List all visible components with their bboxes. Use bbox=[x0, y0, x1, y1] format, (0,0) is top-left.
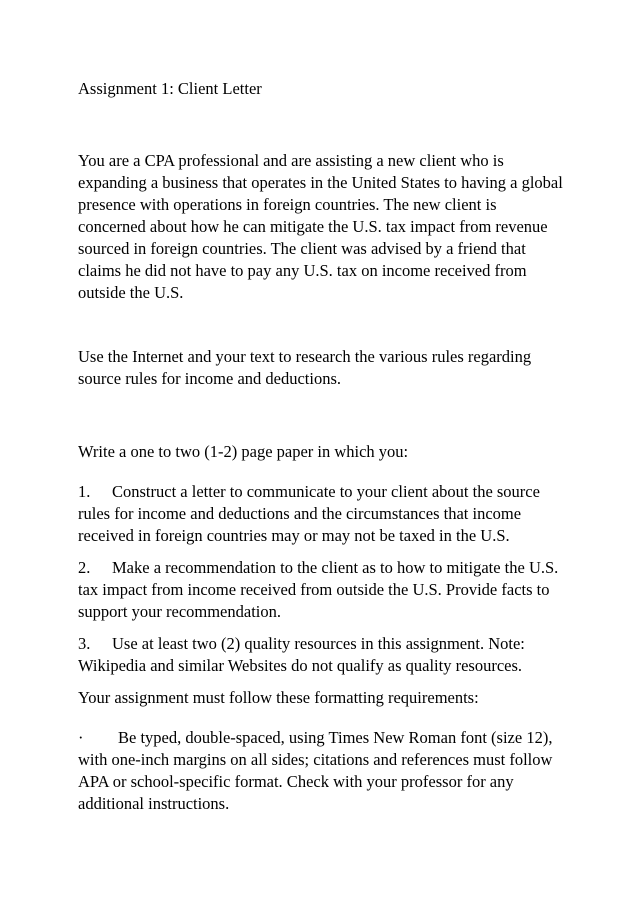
bullet-item bbox=[78, 727, 568, 815]
list-item-number: 2. bbox=[78, 558, 91, 577]
list-item-text: Construct a letter to communicate to your client about the source rules for income and deductions and the circumstances that income received in foreign countries may or may not be taxed in the U.S. bbox=[78, 482, 540, 545]
task-intro-paragraph: Write a one to two (1-2) page paper in which you: bbox=[78, 442, 409, 461]
list-item bbox=[78, 557, 568, 623]
research-paragraph: Use the Internet and your text to research the various rules regarding source rules for income and deductions. bbox=[78, 347, 532, 388]
list-item bbox=[78, 633, 568, 677]
formatting-intro-paragraph: Your assignment must follow these formatting requirements: bbox=[78, 688, 479, 707]
list-item-text: Make a recommendation to the client as to how to mitigate the U.S. tax impact from income received from outside the U.S. Provide facts to support your recommendation. bbox=[78, 558, 559, 621]
bullet-icon: · bbox=[78, 728, 84, 747]
list-item-number: 3. bbox=[78, 634, 91, 653]
list-item bbox=[78, 481, 568, 547]
intro-paragraph: You are a CPA professional and are assisting a new client who is expanding a business that operates in the United States to having a global presence with operations in foreign countries. The new client is concerned about how he can mitigate the U.S. tax impact from revenue sourced in foreign countries. The client was advised by a friend that claims he did not have to pay any U.S. tax on income received from outside the U.S. bbox=[78, 151, 563, 302]
document-title: Assignment 1: Client Letter bbox=[78, 79, 262, 98]
bullet-item-text: Be typed, double-spaced, using Times New Roman font (size 12), with one-inch margins on all sides; citations and references must follow APA or school-specific format. Check with your professor for any additional instructions. bbox=[78, 728, 553, 813]
list-item-number: 1. bbox=[78, 482, 91, 501]
list-item-text: Use at least two (2) quality resources in this assignment. Note: Wikipedia and similar Websites do not qualify as quality resources. bbox=[78, 634, 525, 675]
